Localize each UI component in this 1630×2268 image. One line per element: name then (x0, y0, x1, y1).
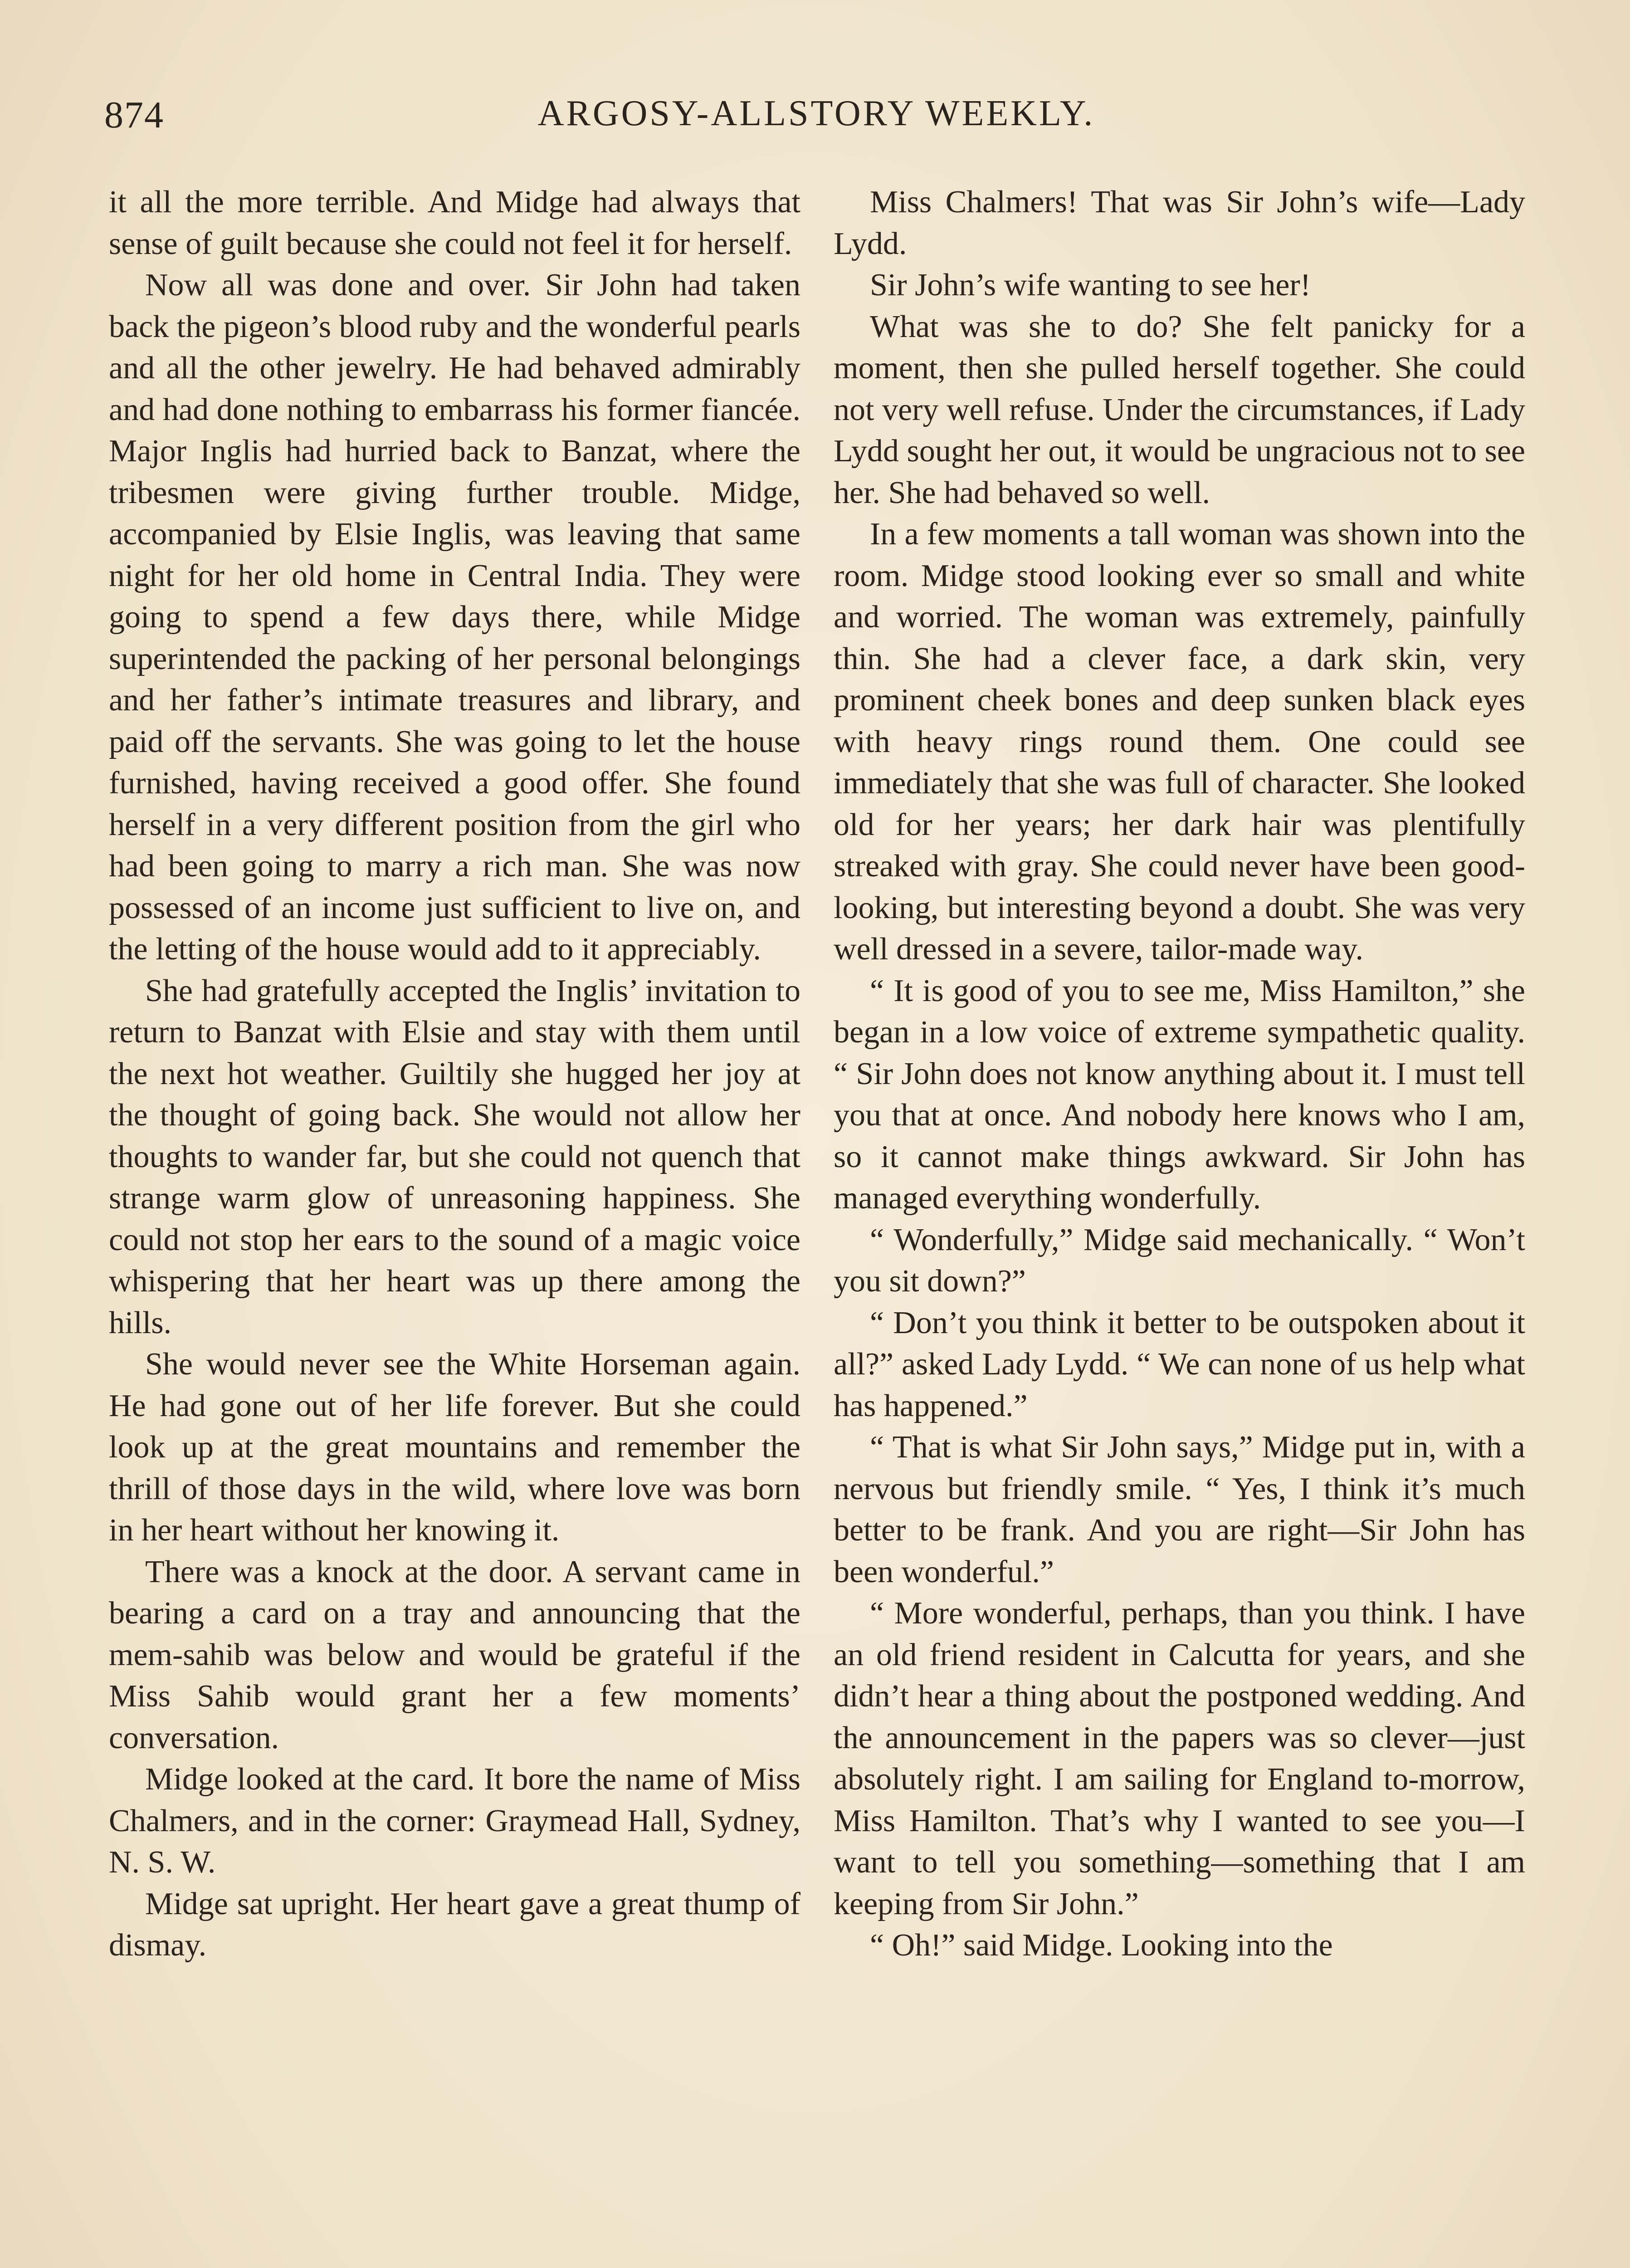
page-header (104, 93, 1528, 143)
left-column (109, 181, 800, 1966)
paragraph: Midge looked at the card. It bore the name of Miss Chalmers, and in the corner: Graymead Hall, Sydney, N. S. W. (109, 1762, 800, 1880)
paragraph: “ Wonderfully,” Midge said mechanically. “ Won’t you sit down?” (834, 1222, 1525, 1299)
paragraph: Midge sat upright. Her heart gave a great thump of dismay. (109, 1886, 800, 1963)
paragraph: What was she to do? She felt panicky for a moment, then she pulled herself together. She could not very well refuse. Under the circumstances, if Lady Lydd sought her out, it would be ungracious not to see her. She had behaved so well. (834, 309, 1525, 510)
paragraph: Now all was done and over. Sir John had taken back the pigeon’s blood ruby and the wonderful pearls and all the other jewelry. He had behaved admirably and had done nothing to embarrass his former fiancée. Major Inglis had hurried back to Banzat, where the tribesmen were giving further trouble. Midge, accompanied by Elsie Inglis, was leaving that same night for her old home in Central India. They were going to spend a few days there, while Midge superintended the packing of her personal belongings and her father’s intimate treasures and library, and paid off the servants. She was going to let the house furnished, having received a good offer. She found herself in a very different position from the girl who had been going to marry a rich man. She was now possessed of an income just sufficient to live on, and the letting of the house would add to it appreciably. (109, 268, 800, 967)
paragraph: She had gratefully accepted the Inglis’ invitation to return to Banzat with Elsie and stay with them until the next hot weather. Guiltily she hugged her joy at the thought of going back. She would not allow her thoughts to wander far, but she could not quench that strange warm glow of unreasoning happiness. She could not stop her ears to the sound of a magic voice whispering that her heart was up there among the hills. (109, 973, 800, 1340)
paragraph: She would never see the White Horseman again. He had gone out of her life forever. But she could look up at the great mountains and remember the thrill of those days in the wild, where love was born in her heart without her knowing it. (109, 1347, 800, 1548)
running-title: ARGOSY-ALLSTORY WEEKLY. (537, 93, 1095, 133)
paragraph: “ It is good of you to see me, Miss Hamilton,” she began in a low voice of extreme sympathetic quality. “ Sir John does not know anything about it. I must tell you that at once. And nobody here knows who I am, so it cannot make things awkward. Sir John has managed everything wonderfully. (834, 973, 1525, 1216)
paragraph: “ Oh!” said Midge. Looking into the (870, 1928, 1333, 1963)
paragraph: “ More wonderful, perhaps, than you think. I have an old friend resident in Calcutta for years, and she didn’t hear a thing about the postponed wedding. And the announcement in the papers was so clever—just absolutely right. I am sailing for England to-morrow, Miss Hamilton. That’s why I wanted to see you—I want to tell you something—something that I am keeping from Sir John.” (834, 1596, 1525, 1921)
paragraph: it all the more terrible. And Midge had always that sense of guilt because she could not feel it for herself. (109, 185, 800, 261)
paragraph: In a few moments a tall woman was shown into the room. Midge stood looking ever so small and white and worried. The woman was extremely, painfully thin. She had a clever face, a dark skin, very prominent cheek bones and deep sunken black eyes with heavy rings round them. One could see immediately that she was full of character. She looked old for her years; her dark hair was plentifully streaked with gray. She could never have been good-looking, but interesting beyond a doubt. She was very well dressed in a severe, tailor-made way. (834, 517, 1525, 967)
paragraph: Sir John’s wife wanting to see her! (870, 268, 1311, 303)
paragraph: “ Don’t you think it better to be outspoken about it all?” asked Lady Lydd. “ We can none of us help what has happened.” (834, 1305, 1525, 1423)
page-number: 874 (104, 94, 164, 136)
paragraph: There was a knock at the door. A servant came in bearing a card on a tray and announcing that the mem-sahib was below and would be grateful if the Miss Sahib would grant her a few moments’ conversation. (109, 1554, 800, 1755)
paragraph: “ That is what Sir John says,” Midge put in, with a nervous but friendly smile. “ Yes, I think it’s much better to be frank. And you are right—Sir John has been wonderful.” (834, 1430, 1525, 1589)
paragraph: Miss Chalmers! That was Sir John’s wife—Lady Lydd. (834, 185, 1525, 261)
right-column (834, 181, 1525, 1966)
